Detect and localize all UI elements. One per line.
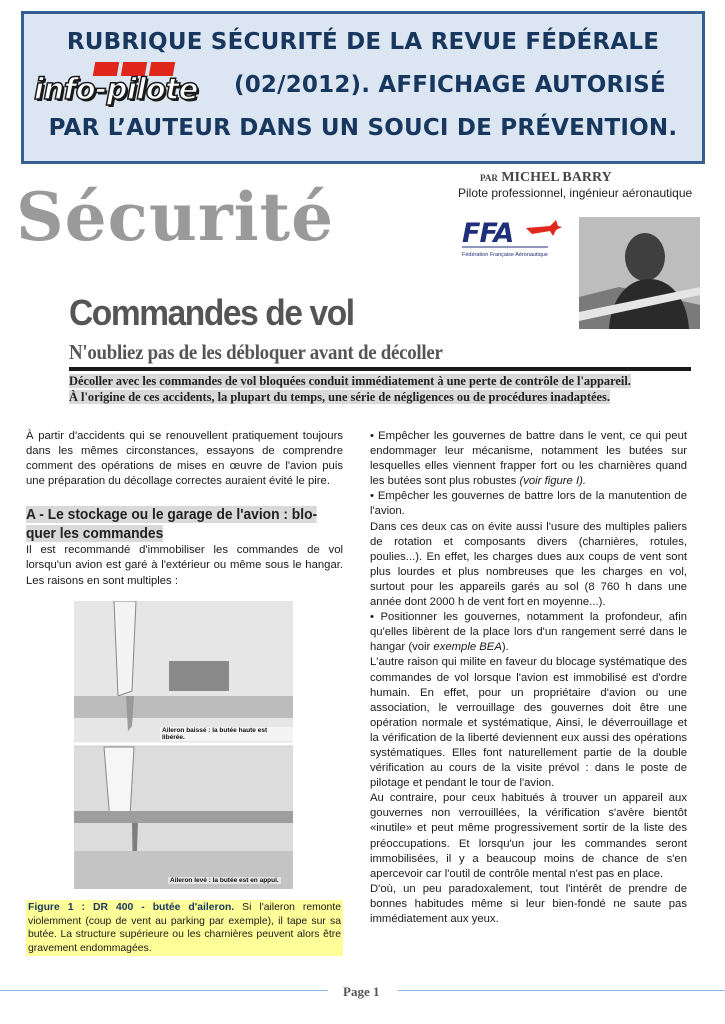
bullet-wind-text: • Empêcher les gouvernes de battre dans le vent, ce qui peut endommager leur mécanisme, notamment les butées sur lesquelles elles viennent frapper fort ou les charnières quand les butées sont plus robustes	[370, 430, 687, 488]
ffa-logo	[458, 214, 568, 266]
contrary-paragraph: Au contraire, pour ceux habitués à trouver un appareil aux gouvernes non verrouillées, la vérification s'avère bientôt «inutile» et peut même progressivement sortir de la liste des préoccupations. Et lorsqu'un jour les commandes seront immobilisées, il y a beaucoup moins de chance de s'en apercevoir car l'outil de contrôle mental n'est pas en place.	[370, 792, 687, 880]
author-role: Pilote professionnel, ingénieur aéronautique	[458, 186, 693, 200]
bullet-handling: • Empêcher les gouvernes de battre lors de la manutention de l'avion.	[370, 490, 687, 518]
banner-line-1: RUBRIQUE SÉCURITÉ DE LA REVUE FÉDÉRALE	[66, 29, 660, 55]
section-title: Sécurité	[16, 178, 335, 256]
ffa-subtitle: Fédération Française Aéronautique	[462, 252, 548, 258]
ffa-plane-icon	[458, 214, 568, 266]
figure-label-bottom: Aileron levé : la butée est en appui.	[170, 877, 279, 884]
conclusion-paragraph: D'où, un peu paradoxalement, tout l'intérêt de prendre de bonnes habitudes même si leur bien-fondé ne saute pas immédiatement aux yeux.	[370, 882, 687, 925]
footer-rule-left	[0, 990, 328, 991]
ffa-wordmark: FFA	[462, 218, 514, 249]
author-portrait-image	[579, 217, 700, 329]
caption-title: Figure 1 : DR 400 - butée d'aileron.	[28, 902, 235, 913]
human-factor-paragraph: L'autre raison qui milite en faveur du blocage systématique des commandes de vol lorsque l'avion est immobilisé est d'ordre humain. En effet, pour un propriétaire d'avion ou une association, le verrouillage des gouvernes doit être une opération normale et systématique, Ainsi, le déverrouillage et la vérification de la liberté deviennent eux aussi des opérations systématiques. Elles font naturellement partie de la double vérification au cours de la visite prévol : dans le poste de pilotage et pendant le tour de l'avion.	[370, 656, 687, 790]
bullet-hangar	[370, 610, 687, 655]
author-photo	[579, 217, 700, 329]
bea-reference: exemple BEA	[433, 641, 502, 654]
lead-line-2: À l'origine de ces accidents, la plupart du temps, une série de négligences ou de procédures inadaptées.	[69, 389, 610, 404]
lead-line-1: Décoller avec les commandes de vol bloquées conduit immédiatement à une perte de contrôle de l'appareil.	[69, 374, 631, 388]
caption-text: Si l'aileron remonte violemment (coup de vent au parking par exemple), il tape sur sa butée. La structure supérieure ou les charnières peuvent alors être gravement endommagées.	[28, 902, 341, 954]
article-title: Commandes de vol	[69, 292, 354, 333]
title-rule	[69, 367, 691, 371]
article-lead	[69, 374, 693, 405]
logo-wordmark: info-pilote	[34, 72, 198, 106]
info-pilote-logo	[34, 62, 234, 106]
figure-label-top: Aileron baissé : la butée haute est libérée.	[160, 727, 293, 741]
reprint-banner	[21, 11, 705, 164]
section-a-heading-line-2: quer les commandes	[26, 525, 164, 543]
right-column	[370, 429, 687, 927]
wear-paragraph: Dans ces deux cas on évite aussi l'usure des multiples paliers de rotation et composants divers (charnières, rotules, poulies...). En effet, les charges dues aux coups de vent sont plus lourdes et plus nombreuses que les charges en vol, surtout pour les appareils garés au sol (8 760 h dans une année dont 2000 h de vent fort en moyenne...).	[370, 520, 687, 609]
left-column	[26, 429, 343, 589]
bullet-wind	[370, 429, 687, 489]
page-number: Page 1	[343, 984, 380, 999]
figure-caption	[26, 900, 343, 956]
section-a-heading	[26, 505, 343, 543]
section-a-paragraph: Il est recommandé d'immobiliser les commandes de vol lorsqu'un avion est garé à l'extérieur ou même sous le hangar. Les raisons en sont multiples :	[26, 544, 343, 587]
bullet-hangar-text: • Positionner les gouvernes, notamment la profondeur, afin qu'elles libèrent de la place lors d'un rangement serré dans le hangar (voir	[370, 611, 687, 654]
byline-prefix: PAR	[480, 173, 498, 183]
figure-aileron-stop	[74, 601, 293, 889]
section-a-heading-line-1: A - Le stockage ou le garage de l'avion : blo-	[26, 506, 318, 524]
bullet-hangar-end: ).	[501, 641, 509, 654]
banner-line-3: PAR L’AUTEUR DANS UN SOUCI DE PRÉVENTION.	[48, 115, 678, 141]
aileron-photo	[74, 601, 293, 889]
author-name: MICHEL BARRY	[501, 170, 612, 185]
intro-paragraph: À partir d'accidents qui se renouvellent pratiquement toujours dans les mêmes circonstances, essayons de comprendre comment des opérations de mises en œuvre de l'avion puis une préparation du décollage correctes auraient évité le pire.	[26, 430, 343, 488]
figure-reference: (voir figure I).	[519, 475, 587, 488]
footer-rule-right	[398, 990, 725, 991]
byline	[480, 170, 612, 186]
banner-line-2: (02/2012). AFFICHAGE AUTORISÉ	[234, 72, 666, 98]
article-subtitle: N'oubliez pas de les débloquer avant de décoller	[69, 340, 443, 364]
